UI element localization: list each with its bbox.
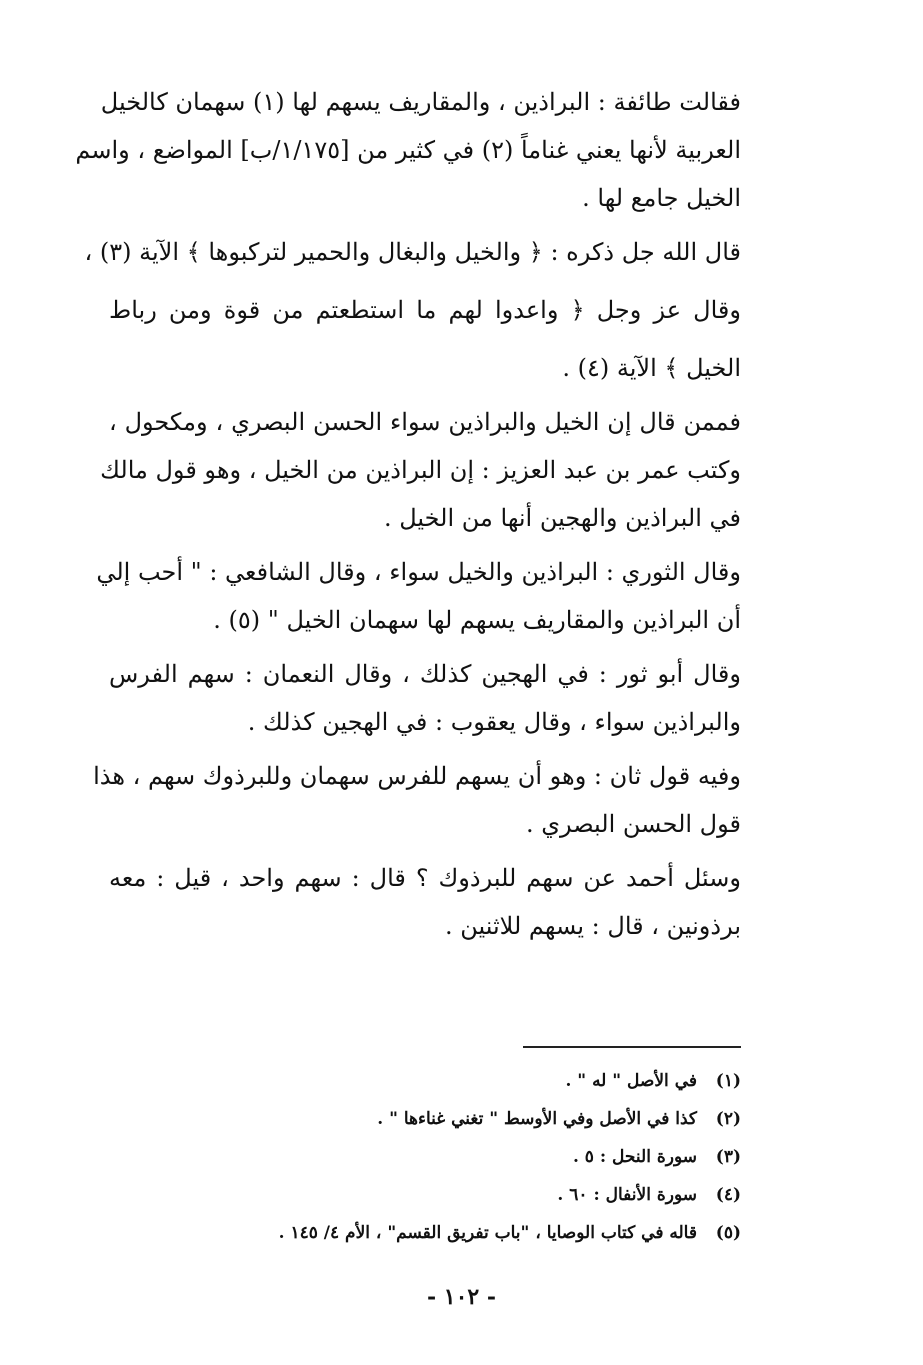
text-line: فممن قال إن الخيل والبراذين سواء الحسن البصري ، ومكحول ، xyxy=(109,408,741,436)
text-line: العربية لأنها يعني غناماً (٢) في كثير من [١/١٧٥/ب] المواضع ، واسم xyxy=(75,136,741,164)
text-line: أن البراذين والمقاريف يسهم لها سهمان الخيل " (٥) . xyxy=(213,606,741,634)
footnote-text: كذا في الأصل وفي الأوسط " تغني غناءها " . xyxy=(377,1109,697,1129)
footnote-text: سورة الأنفال : ٦٠ . xyxy=(557,1185,697,1205)
paragraph-7 xyxy=(109,854,741,950)
footnote-item xyxy=(109,1138,741,1176)
footnote-item xyxy=(109,1100,741,1138)
footnote-number: (٥) xyxy=(715,1223,741,1243)
text-line: في البراذين والهجين أنها من الخيل . xyxy=(383,504,741,532)
footnote-item xyxy=(109,1176,741,1214)
paragraph-2 xyxy=(84,228,741,392)
footnote-item xyxy=(109,1062,741,1100)
paragraph-4 xyxy=(96,548,741,644)
text-line: وقال الثوري : البراذين والخيل سواء ، وقال الشافعي : " أحب إلي xyxy=(96,558,741,586)
text-line: وسئل أحمد عن سهم للبرذوك ؟ قال : سهم واحد ، قيل : معه xyxy=(109,864,741,892)
text-line: قال الله جل ذكره : ﴿ والخيل والبغال والحمير لتركبوها ﴾ الآية (٣) ، xyxy=(84,238,741,266)
main-text xyxy=(75,78,741,950)
text-line: وقال عز وجل ﴿ واعدوا لهم ما استطعتم من قوة ومن رباط xyxy=(109,296,741,324)
footnote-number: (٢) xyxy=(715,1109,741,1129)
text-line: الخيل جامع لها . xyxy=(582,184,741,212)
paragraph-1 xyxy=(75,78,741,222)
text-line: وكتب عمر بن عبد العزيز : إن البراذين من الخيل ، وهو قول مالك xyxy=(100,456,741,484)
footnotes xyxy=(109,1062,741,1252)
text-line: وقال أبو ثور : في الهجين كذلك ، وقال النعمان : سهم الفرس xyxy=(109,660,741,688)
text-line: الخيل ﴾ الآية (٤) . xyxy=(562,354,741,382)
footnote-divider xyxy=(523,1046,741,1048)
footnote-text: في الأصل " له " . xyxy=(565,1071,697,1091)
paragraph-3 xyxy=(100,398,741,542)
text-line: فقالت طائفة : البراذين ، والمقاريف يسهم لها (١) سهمان كالخيل xyxy=(100,88,741,116)
footnote-text: سورة النحل : ٥ . xyxy=(572,1147,697,1167)
text-line: وفيه قول ثان : وهو أن يسهم للفرس سهمان وللبرذوك سهم ، هذا xyxy=(93,762,741,790)
text-line: برذونين ، قال : يسهم للاثنين . xyxy=(444,912,741,940)
text-line: والبراذين سواء ، وقال يعقوب : في الهجين كذلك . xyxy=(247,708,741,736)
page-number: - ١٠٢ - xyxy=(426,1284,497,1310)
paragraph-5 xyxy=(109,650,741,746)
footnote-item xyxy=(109,1214,741,1252)
paragraph-6 xyxy=(93,752,741,848)
text-line: قول الحسن البصري . xyxy=(525,810,741,838)
footnote-text: قاله في كتاب الوصايا ، "باب تفريق القسم" ، الأم ٤/ ١٤٥ . xyxy=(278,1223,697,1243)
footnote-number: (٣) xyxy=(715,1147,741,1167)
footnote-number: (١) xyxy=(715,1071,741,1091)
footnote-number: (٤) xyxy=(715,1185,741,1205)
